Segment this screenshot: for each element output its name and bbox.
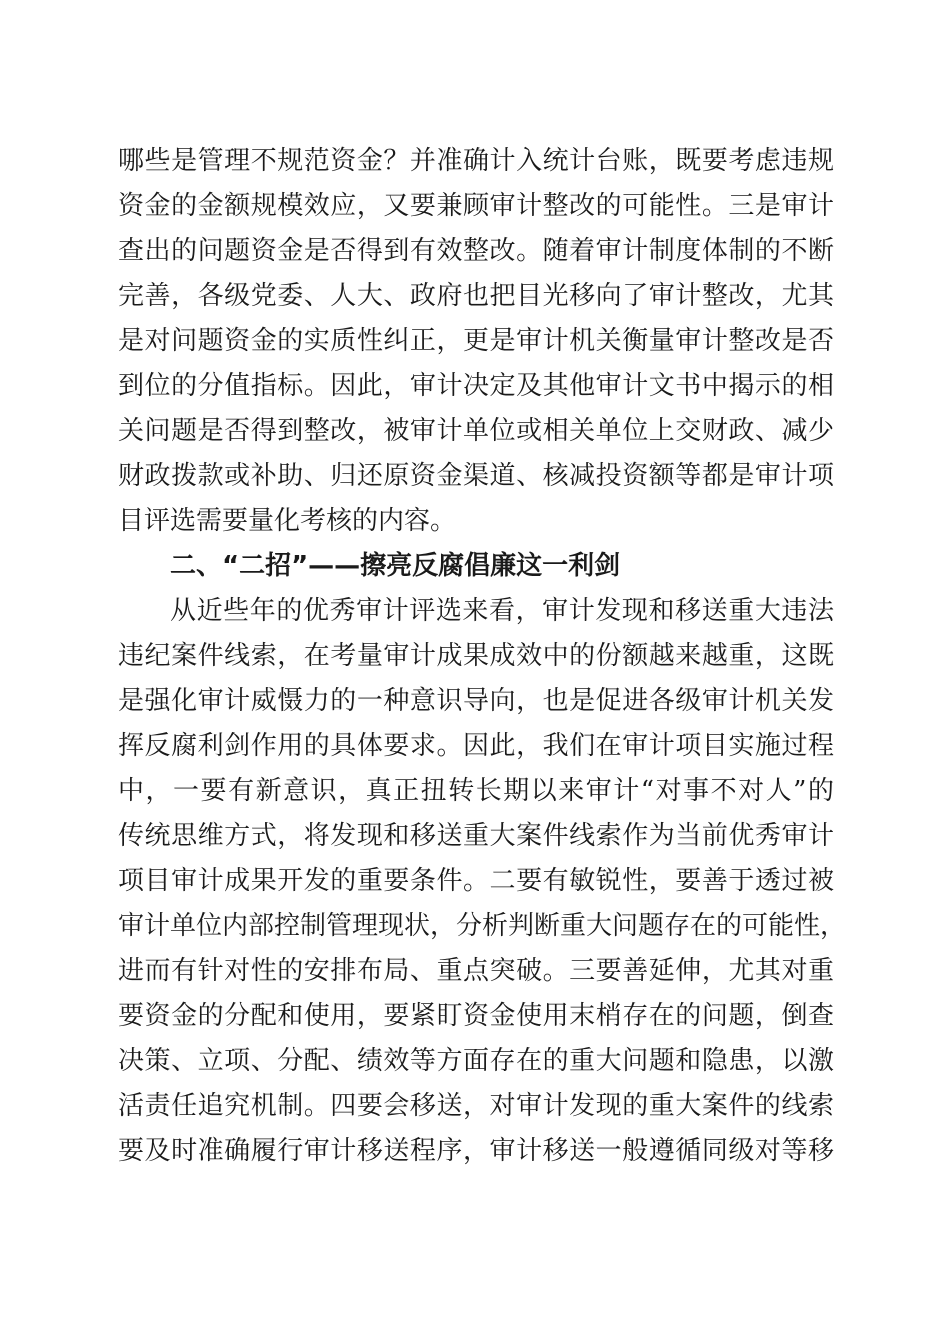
text-line: 从近些年的优秀审计评选来看，审计发现和移送重大违法 [170,596,834,626]
text-line: 完善，各级党委、人大、政府也把目光移向了审计整改，尤其 [118,281,834,311]
text-line: 项目审计成果开发的重要条件。二要有敏锐性，要善于透过被 [118,866,834,896]
text-line: 传统思维方式，将发现和移送重大案件线索作为当前优秀审计 [118,821,834,851]
paragraph-continuation [118,139,834,544]
text-line: 中，一要有新意识，真正扭转长期以来审计“对事不对人”的 [118,776,834,806]
text-line: 资金的金额规模效应，又要兼顾审计整改的可能性。三是审计 [118,191,834,221]
section-heading-block [118,544,834,589]
text-line: 活责任追究机制。四要会移送，对审计发现的重大案件的线索 [118,1091,834,1121]
text-line: 审计单位内部控制管理现状，分析判断重大问题存在的可能性， [118,911,847,941]
text-line: 到位的分值指标。因此，审计决定及其他审计文书中揭示的相 [118,371,834,401]
text-line: 决策、立项、分配、绩效等方面存在的重大问题和隐患，以激 [118,1046,834,1076]
text-line: 查出的问题资金是否得到有效整改。随着审计制度体制的不断 [118,236,834,266]
paragraph-body [118,589,847,1174]
text-line: 是对问题资金的实质性纠正，更是审计机关衡量审计整改是否 [118,326,834,356]
text-line: 违纪案件线索，在考量审计成果成效中的份额越来越重，这既 [118,641,834,671]
text-line: 目评选需要量化考核的内容。 [118,506,457,536]
text-line: 财政拨款或补助、归还原资金渠道、核减投资额等都是审计项 [118,461,834,491]
text-line: 要资金的分配和使用，要紧盯资金使用末梢存在的问题，倒查 [118,1001,834,1031]
section-heading: 二、“二招”——擦亮反腐倡廉这一利剑 [170,551,621,581]
text-line: 挥反腐利剑作用的具体要求。因此，我们在审计项目实施过程 [118,731,834,761]
text-line: 哪些是管理不规范资金？并准确计入统计台账，既要考虑违规 [118,146,834,176]
text-line: 要及时准确履行审计移送程序，审计移送一般遵循同级对等移 [118,1136,834,1166]
text-line: 关问题是否得到整改，被审计单位或相关单位上交财政、减少 [118,416,834,446]
text-line: 是强化审计威慑力的一种意识导向，也是促进各级审计机关发 [118,686,834,716]
text-line: 进而有针对性的安排布局、重点突破。三要善延伸，尤其对重 [118,956,834,986]
